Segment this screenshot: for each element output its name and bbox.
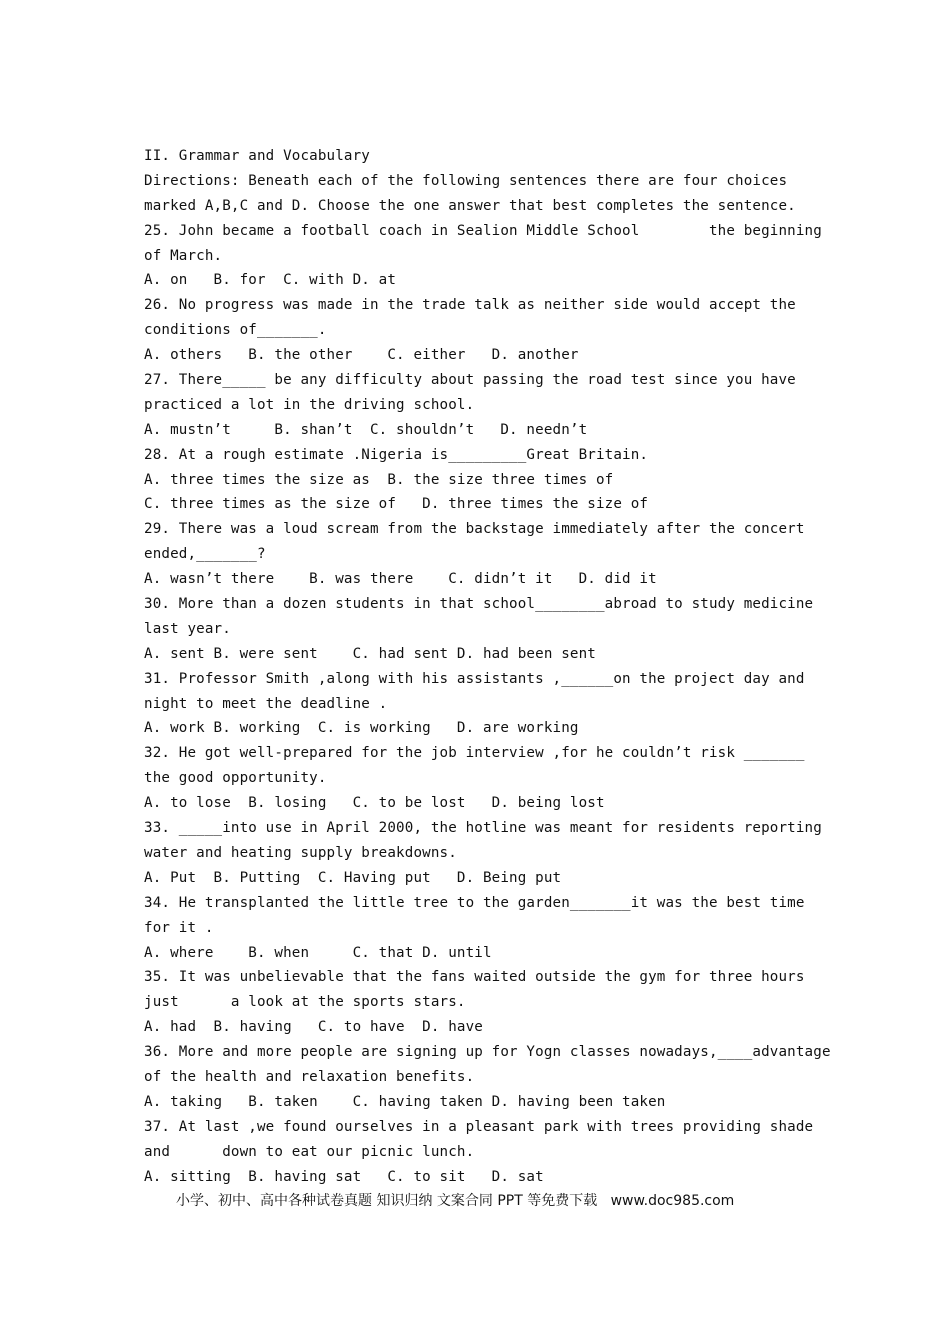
question-29: 29. There was a loud scream from the backstage immediately after the concert — [144, 521, 805, 538]
question-28: 28. At a rough estimate .Nigeria is_________Great Britain. — [144, 446, 649, 463]
question-25: 25. John became a football coach in Sealion Middle School the beginning — [144, 222, 822, 239]
options-34: A. where B. when C. that D. until — [144, 944, 492, 961]
question-26: 26. No progress was made in the trade talk as neither side would accept the — [144, 297, 796, 314]
directions-line: Directions: Beneath each of the following sentences there are four choices — [144, 172, 788, 189]
question-35-cont: just a look at the sports stars. — [144, 994, 466, 1011]
options-36: A. taking B. taken C. having taken D. having been taken — [144, 1093, 666, 1110]
options-31: A. work B. working C. is working D. are working — [144, 720, 579, 737]
question-36: 36. More and more people are signing up for Yogn classes nowadays,____advantage — [144, 1044, 831, 1061]
options-33: A. Put B. Putting C. Having put D. Being put — [144, 869, 562, 886]
section-heading: II. Grammar and Vocabulary — [144, 148, 370, 164]
options-30: A. sent B. were sent C. had sent D. had been sent — [144, 645, 596, 662]
document-body — [144, 144, 834, 1189]
options-25: A. on B. for C. with D. at — [144, 272, 397, 289]
question-25-cont: of March. — [144, 247, 223, 264]
options-37: A. sitting B. having sat C. to sit D. sat — [144, 1168, 544, 1185]
question-36-cont: of the health and relaxation benefits. — [144, 1068, 475, 1085]
options-27: A. mustn’t B. shan’t C. shouldn’t D. needn’t — [144, 421, 588, 438]
question-32-cont: the good opportunity. — [144, 770, 327, 787]
options-32: A. to lose B. losing C. to be lost D. being lost — [144, 795, 605, 812]
question-37: 37. At last ,we found ourselves in a pleasant park with trees providing shade — [144, 1118, 814, 1135]
options-35: A. had B. having C. to have D. have — [144, 1019, 483, 1036]
options-26: A. others B. the other C. either D. another — [144, 347, 579, 364]
page-footer: 小学、初中、高中各种试卷真题 知识归纳 文案合同 PPT 等免费下载 www.doc985.com — [176, 1193, 735, 1209]
question-31-cont: night to meet the deadline . — [144, 695, 388, 712]
question-27-cont: practiced a lot in the driving school. — [144, 396, 475, 413]
question-34: 34. He transplanted the little tree to the garden_______it was the best time — [144, 894, 805, 911]
question-35: 35. It was unbelievable that the fans waited outside the gym for three hours — [144, 969, 805, 986]
question-32: 32. He got well-prepared for the job interview ,for he couldn’t risk _______ — [144, 745, 805, 762]
question-33: 33. _____into use in April 2000, the hotline was meant for residents reporting — [144, 820, 822, 837]
directions-line: marked A,B,C and D. Choose the one answer that best completes the sentence. — [144, 197, 796, 214]
question-34-cont: for it . — [144, 919, 214, 936]
options-28: C. three times as the size of D. three times the size of — [144, 496, 649, 513]
question-31: 31. Professor Smith ,along with his assistants ,______on the project day and — [144, 670, 805, 687]
question-30-cont: last year. — [144, 620, 231, 637]
question-27: 27. There_____ be any difficulty about passing the road test since you have — [144, 372, 796, 389]
question-33-cont: water and heating supply breakdowns. — [144, 844, 457, 861]
question-37-cont: and down to eat our picnic lunch. — [144, 1143, 475, 1160]
question-29-cont: ended,_______? — [144, 546, 266, 563]
question-26-cont: conditions of_______. — [144, 322, 327, 339]
question-30: 30. More than a dozen students in that school________abroad to study medicine — [144, 596, 814, 613]
options-29: A. wasn’t there B. was there C. didn’t it D. did it — [144, 571, 657, 588]
options-28: A. three times the size as B. the size three times of — [144, 471, 614, 488]
